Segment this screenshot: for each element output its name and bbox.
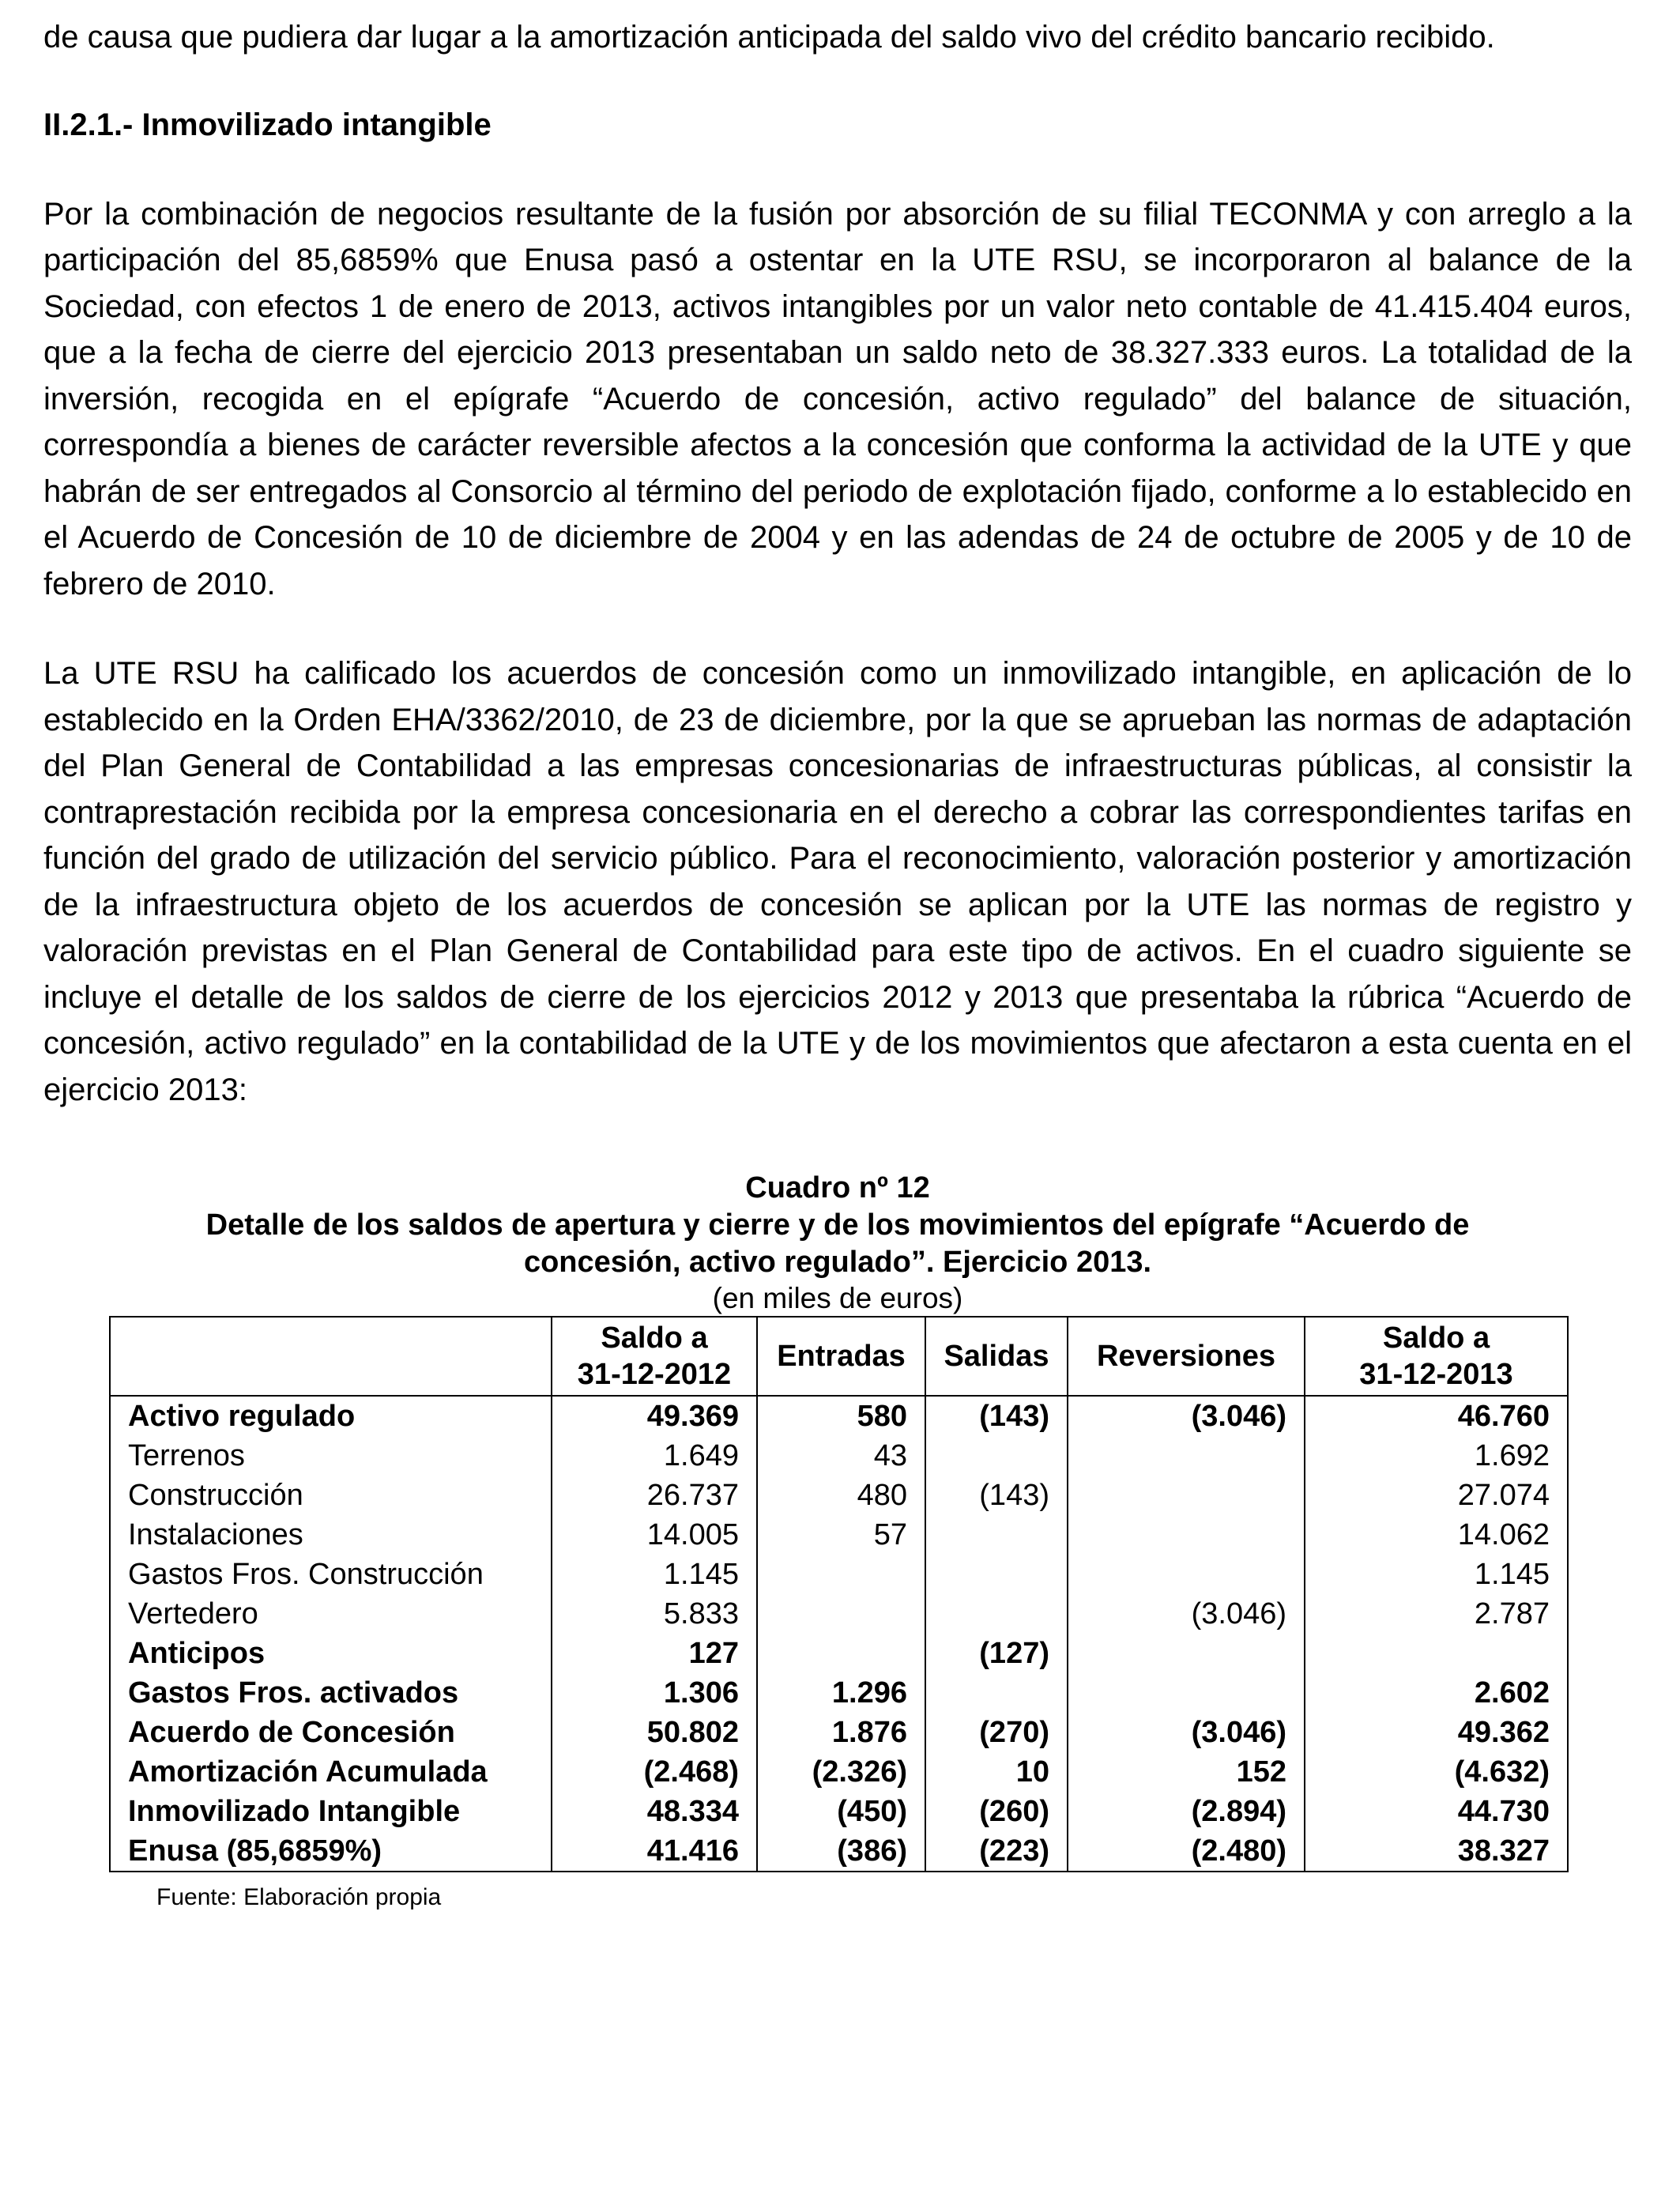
cell-concept: Vertedero <box>110 1594 552 1634</box>
cell-salidas: (143) <box>925 1396 1068 1436</box>
cell-reversiones <box>1068 1515 1305 1555</box>
header-saldo-2012-line2: 31-12-2012 <box>577 1358 732 1391</box>
header-entradas: Entradas <box>757 1317 925 1396</box>
header-saldo-2012-line1: Saldo a <box>601 1321 708 1355</box>
intro-paragraph-fragment: de causa que pudiera dar lugar a la amortización anticipada del saldo vivo del crédito bancario recibido. <box>43 20 1495 55</box>
cell-concept: Gastos Fros. Construcción <box>110 1555 552 1594</box>
table-row <box>110 1792 1568 1831</box>
cell-reversiones: 152 <box>1068 1752 1305 1792</box>
cell-salidas <box>925 1436 1068 1476</box>
table-row <box>110 1831 1568 1872</box>
cell-entradas: (386) <box>757 1831 925 1872</box>
cell-concept: Activo regulado <box>110 1396 552 1436</box>
paragraph-2: La UTE RSU ha calificado los acuerdos de concesión como un inmovilizado intangible, en aplicación de lo establecido en la Orden EHA/3362/2010, de 23 de diciembre, por la que se aprueban las normas de adaptación del Plan General de Contabilidad a las empresas concesionarias de infraestructuras públicas, al consistir la contraprestación recibida por la empresa concesionaria en el derecho a cobrar las correspondientes tarifas en función del grado de utilización del servicio público. Para el reconocimiento, valoración posterior y amortización de la infraestructura objeto de los acuerdos de concesión se aplican por la UTE las normas de registro y valoración previstas en el Plan General de Contabilidad para este tipo de activos. En el cuadro siguiente se incluye el detalle de los saldos de cierre de los ejercicios 2012 y 2013 que presentaba la rúbrica “Acuerdo de concesión, activo regulado” en la contabilidad de la UTE y de los movimientos que afectaron a esta cuenta en el ejercicio 2013: <box>43 656 1632 1107</box>
cell-saldo-2013: 2.602 <box>1305 1673 1568 1713</box>
header-saldo-2013 <box>1305 1317 1568 1396</box>
section-heading: II.2.1.- Inmovilizado intangible <box>43 107 492 142</box>
cell-salidas: (143) <box>925 1476 1068 1515</box>
cell-salidas <box>925 1594 1068 1634</box>
cell-saldo-2012: 41.416 <box>552 1831 757 1872</box>
table-title-line-1: Detalle de los saldos de apertura y cierre y de los movimientos del epígrafe “Acuerdo de <box>205 1208 1470 1242</box>
cell-reversiones <box>1068 1673 1305 1713</box>
cell-saldo-2013 <box>1305 1634 1568 1673</box>
cell-reversiones <box>1068 1476 1305 1515</box>
cell-entradas <box>757 1594 925 1634</box>
cell-entradas: 1.296 <box>757 1673 925 1713</box>
cell-saldo-2013: 27.074 <box>1305 1476 1568 1515</box>
cell-saldo-2012: 50.802 <box>552 1713 757 1752</box>
cell-concept: Inmovilizado Intangible <box>110 1792 552 1831</box>
cell-entradas: (450) <box>757 1792 925 1831</box>
cell-saldo-2013: 2.787 <box>1305 1594 1568 1634</box>
cell-salidas: (270) <box>925 1713 1068 1752</box>
table-header-row <box>110 1317 1568 1396</box>
cell-entradas: 43 <box>757 1436 925 1476</box>
cell-saldo-2012: 1.145 <box>552 1555 757 1594</box>
table-row <box>110 1436 1568 1476</box>
cell-saldo-2012: 26.737 <box>552 1476 757 1515</box>
table-title-line-2: concesión, activo regulado”. Ejercicio 2013. <box>523 1246 1152 1279</box>
header-salidas: Salidas <box>925 1317 1068 1396</box>
cell-saldo-2012: 1.306 <box>552 1673 757 1713</box>
cell-salidas: (223) <box>925 1831 1068 1872</box>
table-row <box>110 1396 1568 1436</box>
cell-concept: Construcción <box>110 1476 552 1515</box>
cell-saldo-2012: 127 <box>552 1634 757 1673</box>
cell-saldo-2013: 44.730 <box>1305 1792 1568 1831</box>
header-concept <box>110 1317 552 1396</box>
cell-entradas: 480 <box>757 1476 925 1515</box>
table-row <box>110 1673 1568 1713</box>
cell-entradas <box>757 1555 925 1594</box>
header-saldo-2013-line2: 31-12-2013 <box>1359 1358 1513 1391</box>
table-number: Cuadro nº 12 <box>745 1171 930 1204</box>
cell-saldo-2013: 49.362 <box>1305 1713 1568 1752</box>
cell-saldo-2013: 1.692 <box>1305 1436 1568 1476</box>
table-row <box>110 1594 1568 1634</box>
table-body <box>110 1396 1568 1872</box>
cell-salidas: (127) <box>925 1634 1068 1673</box>
table-row <box>110 1515 1568 1555</box>
cell-saldo-2013: 1.145 <box>1305 1555 1568 1594</box>
cell-saldo-2013: 46.760 <box>1305 1396 1568 1436</box>
document-page <box>43 14 1632 1912</box>
cell-salidas <box>925 1555 1068 1594</box>
paragraph-1: Por la combinación de negocios resultante de la fusión por absorción de su filial TECONMA y con arreglo a la participación del 85,6859% que Enusa pasó a ostentar en la UTE RSU, se incorporaron al balance de la Sociedad, con efectos 1 de enero de 2013, activos intangibles por un valor neto contable de 41.415.404 euros, que a la fecha de cierre del ejercicio 2013 presentaban un saldo neto de 38.327.333 euros. La totalidad de la inversión, recogida en el epígrafe “Acuerdo de concesión, activo regulado” del balance de situación, correspondía a bienes de carácter reversible afectos a la concesión que conforma la actividad de la UTE y que habrán de ser entregados al Consorcio al término del periodo de explotación fijado, conforme a lo establecido en el Acuerdo de Concesión de 10 de diciembre de 2004 y en las adendas de 24 de octubre de 2005 y de 10 de febrero de 2010. <box>43 196 1632 601</box>
cell-reversiones: (2.894) <box>1068 1792 1305 1831</box>
cell-salidas <box>925 1515 1068 1555</box>
header-reversiones: Reversiones <box>1068 1317 1305 1396</box>
cell-saldo-2012: 49.369 <box>552 1396 757 1436</box>
cell-entradas: 580 <box>757 1396 925 1436</box>
cell-saldo-2013: 38.327 <box>1305 1831 1568 1872</box>
cell-concept: Instalaciones <box>110 1515 552 1555</box>
cell-saldo-2012: 14.005 <box>552 1515 757 1555</box>
cell-reversiones: (2.480) <box>1068 1831 1305 1872</box>
header-saldo-2012 <box>552 1317 757 1396</box>
cell-concept: Acuerdo de Concesión <box>110 1713 552 1752</box>
cell-concept: Terrenos <box>110 1436 552 1476</box>
cell-salidas: (260) <box>925 1792 1068 1831</box>
table-row <box>110 1713 1568 1752</box>
cell-reversiones: (3.046) <box>1068 1594 1305 1634</box>
cell-salidas: 10 <box>925 1752 1068 1792</box>
cell-entradas: 1.876 <box>757 1713 925 1752</box>
cell-concept: Anticipos <box>110 1634 552 1673</box>
cell-saldo-2012: 1.649 <box>552 1436 757 1476</box>
table-row <box>110 1476 1568 1515</box>
balances-table <box>109 1316 1569 1872</box>
cell-entradas: (2.326) <box>757 1752 925 1792</box>
cell-reversiones: (3.046) <box>1068 1396 1305 1436</box>
table-units: (en miles de euros) <box>712 1282 963 1314</box>
cell-reversiones <box>1068 1634 1305 1673</box>
cell-entradas <box>757 1634 925 1673</box>
cell-saldo-2012: 48.334 <box>552 1792 757 1831</box>
cell-salidas <box>925 1673 1068 1713</box>
table-row <box>110 1752 1568 1792</box>
cell-concept: Amortización Acumulada <box>110 1752 552 1792</box>
table-row <box>110 1555 1568 1594</box>
cell-saldo-2013: 14.062 <box>1305 1515 1568 1555</box>
cell-saldo-2013: (4.632) <box>1305 1752 1568 1792</box>
cell-reversiones: (3.046) <box>1068 1713 1305 1752</box>
cell-concept: Gastos Fros. activados <box>110 1673 552 1713</box>
cell-reversiones <box>1068 1555 1305 1594</box>
header-saldo-2013-line1: Saldo a <box>1382 1321 1490 1355</box>
table-row <box>110 1634 1568 1673</box>
cell-reversiones <box>1068 1436 1305 1476</box>
table-source: Fuente: Elaboración propia <box>156 1884 442 1910</box>
cell-concept: Enusa (85,6859%) <box>110 1831 552 1872</box>
cell-saldo-2012: 5.833 <box>552 1594 757 1634</box>
cell-saldo-2012: (2.468) <box>552 1752 757 1792</box>
cell-entradas: 57 <box>757 1515 925 1555</box>
